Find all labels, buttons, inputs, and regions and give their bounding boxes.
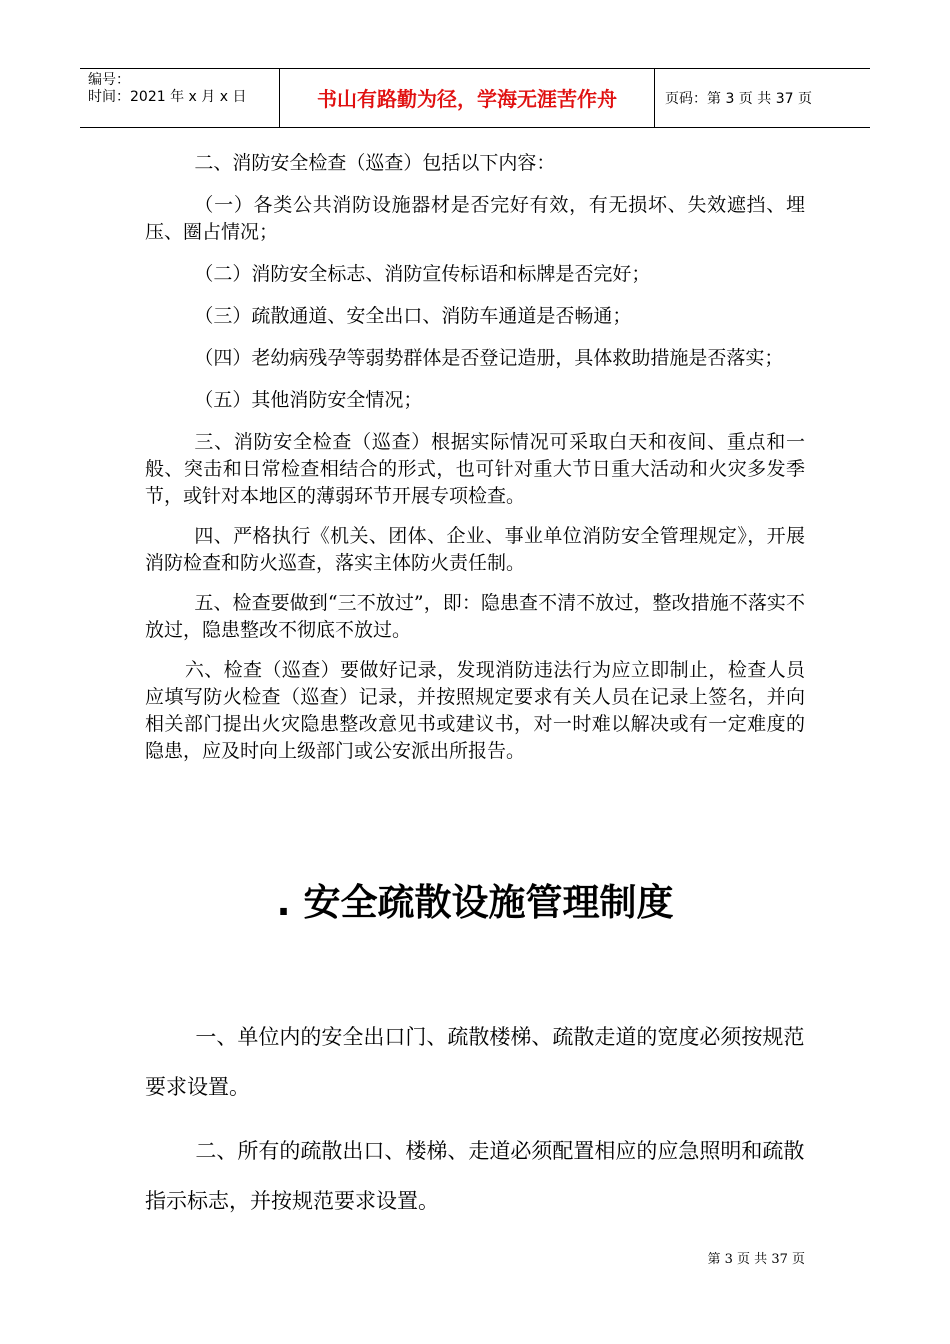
paragraph: 三、消防安全检查（巡查）根据实际情况可采取白天和夜间、重点和一般、突击和日常检查相结合的形式，也可针对重大节日重大活动和火灾多发季节，或针对本地区的薄弱环节开展专项检查。: [145, 431, 805, 507]
evacuation-facility-section: [145, 1012, 805, 1240]
page-footer: 第 3 页 共 37 页: [707, 1252, 805, 1267]
paragraph: 一、单位内的安全出口门、疏散楼梯、疏散走道的宽度必须按规范要求设置。: [145, 1025, 805, 1099]
paragraph: 五、检查要做到“三不放过”，即：隐患查不清不放过，整改措施不落实不放过，隐患整改不彻底不放过。: [145, 592, 805, 641]
document-number-label: 编号：: [88, 72, 130, 88]
section-heading: . 安全疏散设施管理制度: [276, 881, 674, 924]
paragraph: （一）各类公共消防设施器材是否完好有效，有无损坏、失效遮挡、埋压、圈占情况；: [145, 194, 805, 243]
header-page-info: 页码：第 3 页 共 37 页: [665, 91, 812, 107]
paragraph: （二）消防安全标志、消防宣传标语和标牌是否完好；: [194, 263, 651, 285]
header-meta: [80, 69, 280, 127]
header-motto: 书山有路勤为径，学海无涯苦作舟: [280, 69, 655, 127]
paragraph: 六、检查（巡查）要做好记录，发现消防违法行为应立即制止，检查人员应填写防火检查（巡查）记录，并按照规定要求有关人员在记录上签名，并向相关部门提出火灾隐患整改意见书或建议书，对一时难以解决或有一定难度的隐患，应及时向上级部门或公安派出所报告。: [145, 659, 805, 762]
document-date: 时间：2021 年 x 月 x 日: [88, 89, 247, 105]
paragraph: （四）老幼病残孕等弱势群体是否登记造册，具体救助措施是否落实；: [194, 347, 784, 369]
paragraph: （三）疏散通道、安全出口、消防车通道是否畅通；: [194, 305, 632, 327]
paragraph: 四、严格执行《机关、团体、企业、事业单位消防安全管理规定》，开展消防检查和防火巡查，落实主体防火责任制。: [145, 525, 805, 574]
paragraph: 二、所有的疏散出口、楼梯、走道必须配置相应的应急照明和疏散指示标志，并按规范要求设置。: [145, 1139, 805, 1213]
page-header: [80, 68, 870, 128]
paragraph: （五）其他消防安全情况；: [194, 389, 423, 411]
inspection-content-section: [145, 150, 805, 780]
paragraph: 二、消防安全检查（巡查）包括以下内容：: [194, 152, 556, 174]
